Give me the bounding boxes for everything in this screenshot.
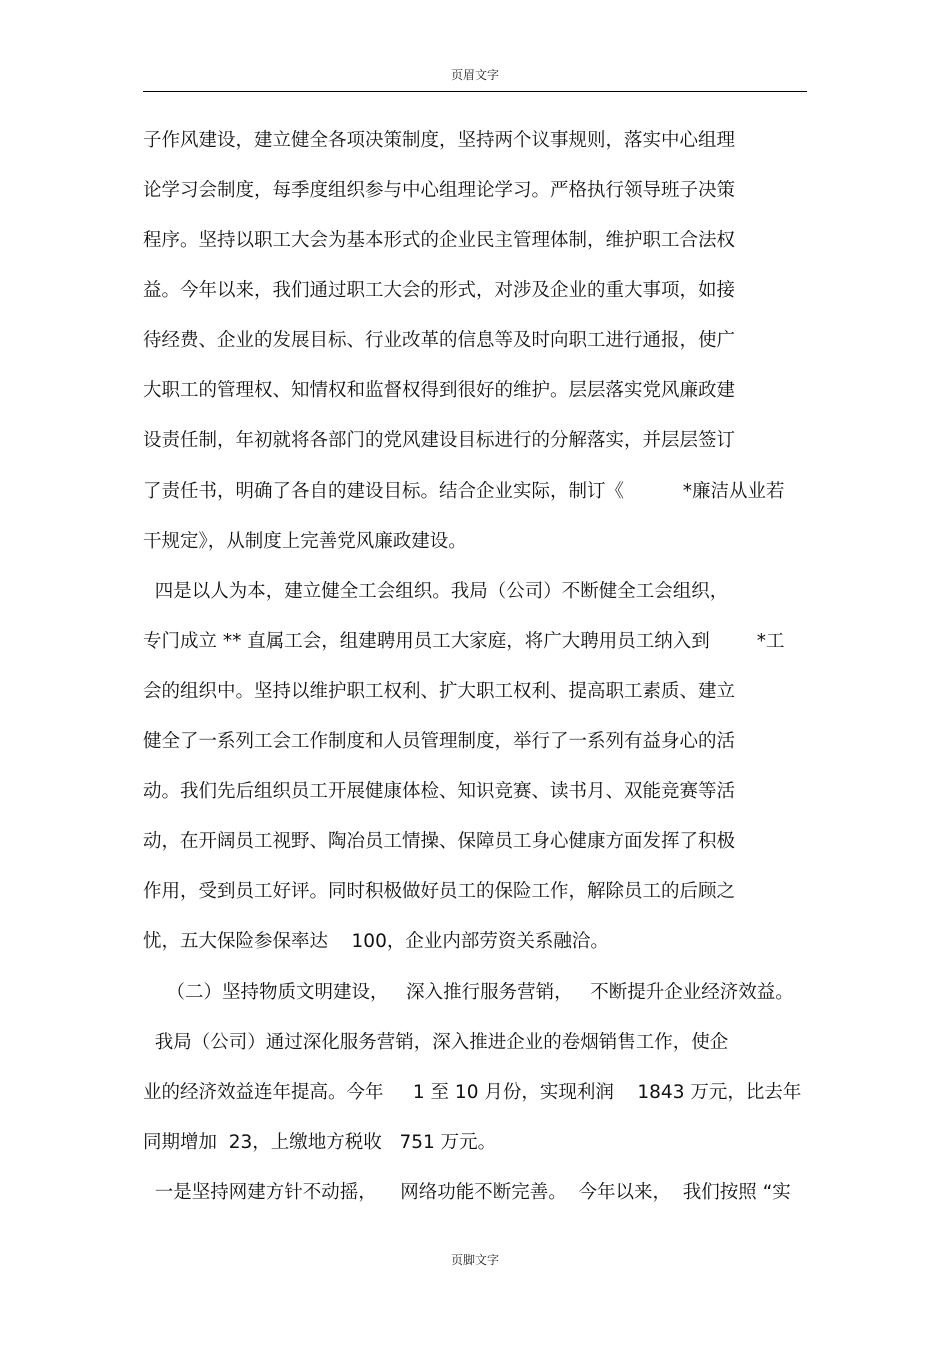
body-line: 专门成立 ** 直属工会，组建聘用员工大家庭，将广大聘用员工纳入到 *工 xyxy=(143,631,785,652)
body-line: 同期增加 23，上缴地方税收 751 万元。 xyxy=(143,1132,497,1153)
body-line: 作用，受到员工好评。同时积极做好员工的保险工作，解除员工的后顾之 xyxy=(143,881,736,902)
body-line: 动。我们先后组织员工开展健康体检、知识竞赛、读书月、双能竞赛等活 xyxy=(143,781,736,802)
body-line: 待经费、企业的发展目标、行业改革的信息等及时向职工进行通报，使广 xyxy=(143,330,736,351)
body-line: 论学习会制度，每季度组织参与中心组理论学习。严格执行领导班子决策 xyxy=(143,180,736,201)
body-line: 大职工的管理权、知情权和监督权得到很好的维护。层层落实党风廉政建 xyxy=(143,380,736,401)
body-line: 忧，五大保险参保率达 100，企业内部劳资关系融洽。 xyxy=(143,931,609,952)
header-divider xyxy=(143,91,807,92)
page-footer: 页脚文字 xyxy=(450,1253,499,1267)
section-heading: （二）坚持物质文明建设， 深入推行服务营销， 不断提升企业经济效益。 xyxy=(143,982,794,1003)
body-line: 设责任制，年初就将各部门的党风建设目标进行的分解落实，并层层签订 xyxy=(143,430,736,451)
body-line: 四是以人为本，建立健全工会组织。我局（公司）不断健全工会组织， xyxy=(143,581,729,602)
body-line: 动，在开阔员工视野、陶冶员工情操、保障员工身心健康方面发挥了积极 xyxy=(143,831,736,852)
body-line: 干规定》，从制度上完善党风廉政建设。 xyxy=(143,531,467,552)
body-line: 益。今年以来，我们通过职工大会的形式，对涉及企业的重大事项，如接 xyxy=(143,280,736,301)
body-line: 会的组织中。坚持以维护职工权利、扩大职工权利、提高职工素质、建立 xyxy=(143,681,736,702)
body-line: 健全了一系列工会工作制度和人员管理制度，举行了一系列有益身心的活 xyxy=(143,731,736,752)
body-line: 业的经济效益连年提高。今年 1 至 10 月份，实现利润 1843 万元，比去年 xyxy=(143,1082,802,1103)
body-line: 了责任书，明确了各自的建设目标。结合企业实际，制订《 *廉洁从业若 xyxy=(143,481,785,502)
body-line: 我局（公司）通过深化服务营销，深入推进企业的卷烟销售工作，使企 xyxy=(143,1032,729,1053)
body-line: 程序。坚持以职工大会为基本形式的企业民主管理体制，维护职工合法权 xyxy=(143,230,736,251)
page-header: 页眉文字 xyxy=(450,68,499,82)
body-line: 一是坚持网建方针不动摇， 网络功能不断完善。 今年以来， 我们按照 “实 xyxy=(143,1182,791,1203)
body-line: 子作风建设，建立健全各项决策制度，坚持两个议事规则，落实中心组理 xyxy=(143,130,736,151)
